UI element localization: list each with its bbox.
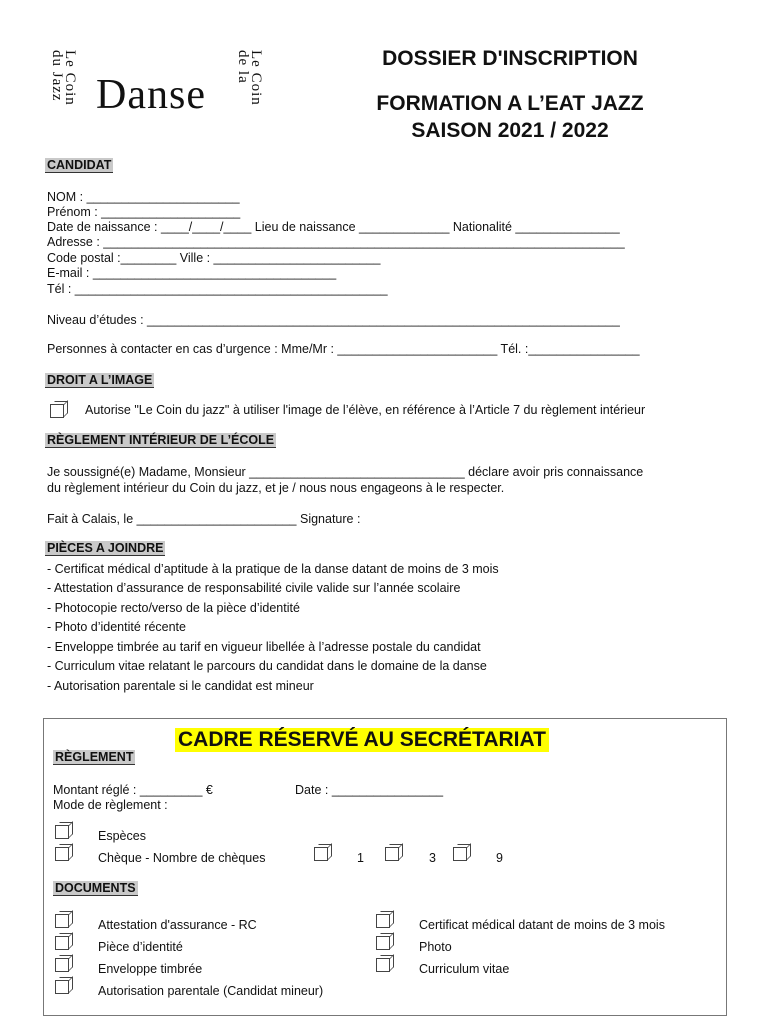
logo-text-right: Le Coin de la (235, 50, 264, 106)
field-fait-signature[interactable]: Fait à Calais, le _______________________ Signature : (47, 512, 361, 526)
especes-label: Espèces (98, 829, 146, 843)
cheque-count-3: 3 (429, 851, 436, 865)
piece-item: - Enveloppe timbrée au tarif en vigueur libellée à l’adresse postale du candidat (47, 640, 481, 654)
checkbox-doc-cv[interactable] (376, 958, 390, 972)
checkbox-cheque-3[interactable] (385, 847, 399, 861)
field-prenom[interactable]: Prénom : ____________________ (47, 205, 241, 219)
secretariat-title: CADRE RÉSERVÉ AU SECRÉTARIAT (175, 728, 549, 752)
piece-item: - Photo d’identité récente (47, 620, 186, 634)
checkbox-doc-identite[interactable] (55, 936, 69, 950)
field-date[interactable]: Date : ________________ (295, 783, 444, 797)
field-naissance[interactable]: Date de naissance : ____/____/____ Lieu de naissance _____________ Nationalité _______________ (47, 220, 620, 234)
reglement-line1: Je soussigné(e) Madame, Monsieur _______________________________ déclare avoir pris connaissance (47, 465, 644, 479)
section-droit-image: DROIT A L’IMAGE (47, 373, 153, 387)
checkbox-cheque-1[interactable] (314, 847, 328, 861)
checkbox-cheque-9[interactable] (453, 847, 467, 861)
field-nom[interactable]: NOM : ______________________ (47, 190, 240, 204)
section-candidat: CANDIDAT (47, 158, 112, 172)
doc-label: Attestation d'assurance - RC (98, 918, 257, 932)
piece-item: - Attestation d’assurance de responsabilité civile valide sur l’année scolaire (47, 581, 461, 595)
doc-label: Enveloppe timbrée (98, 962, 203, 976)
cheque-count-1: 1 (357, 851, 364, 865)
checkbox-doc-certificat[interactable] (376, 914, 390, 928)
checkbox-droit-image[interactable] (50, 404, 64, 418)
section-documents: DOCUMENTS (55, 881, 136, 895)
piece-item: - Certificat médical d’aptitude à la pratique de la danse datant de moins de 3 mois (47, 562, 499, 576)
field-email[interactable]: E-mail : ___________________________________ (47, 266, 337, 280)
cheque-label: Chèque - Nombre de chèques (98, 851, 266, 865)
checkbox-especes[interactable] (55, 825, 69, 839)
checkbox-doc-photo[interactable] (376, 936, 390, 950)
reglement-line2: du règlement intérieur du Coin du jazz, et je / nous nous engageons à le respecter. (47, 481, 505, 495)
doc-label: Certificat médical datant de moins de 3 mois (419, 918, 665, 932)
mode-reglement-label: Mode de règlement : (53, 798, 168, 812)
piece-item: - Autorisation parentale si le candidat est mineur (47, 679, 314, 693)
checkbox-doc-assurance[interactable] (55, 914, 69, 928)
section-reglement-interieur: RÈGLEMENT INTÉRIEUR DE L’ÉCOLE (47, 433, 275, 447)
piece-item: - Photocopie recto/verso de la pièce d’identité (47, 601, 300, 615)
droit-image-text: Autorise "Le Coin du jazz" à utiliser l'image de l’élève, en référence à l’Article 7 du règlement intérieur (85, 403, 646, 417)
section-reglement: RÈGLEMENT (55, 750, 134, 764)
field-urgence[interactable]: Personnes à contacter en cas d’urgence : Mme/Mr : _______________________ Tél. :________________ (47, 342, 640, 356)
doc-label: Pièce d’identité (98, 940, 183, 954)
field-tel[interactable]: Tél : _____________________________________________ (47, 282, 388, 296)
field-adresse[interactable]: Adresse : ___________________________________________________________________________ (47, 235, 625, 249)
section-pieces: PIÈCES A JOINDRE (47, 541, 164, 555)
piece-item: - Curriculum vitae relatant le parcours du candidat dans le domaine de la danse (47, 659, 487, 673)
checkbox-doc-enveloppe[interactable] (55, 958, 69, 972)
checkbox-cheque[interactable] (55, 847, 69, 861)
doc-subtitle: FORMATION A L’EAT JAZZ (376, 92, 644, 115)
field-niveau[interactable]: Niveau d’études : ____________________________________________________________________ (47, 313, 620, 327)
doc-title: DOSSIER D'INSCRIPTION (382, 47, 638, 70)
cheque-count-9: 9 (496, 851, 503, 865)
logo-main-text: Danse (96, 72, 206, 118)
doc-label: Photo (419, 940, 452, 954)
doc-label: Curriculum vitae (419, 962, 510, 976)
logo-text-left: Le Coin du Jazz (49, 50, 78, 106)
field-montant[interactable]: Montant réglé : _________ € (53, 783, 213, 797)
season: SAISON 2021 / 2022 (411, 119, 609, 142)
checkbox-doc-autorisation[interactable] (55, 980, 69, 994)
doc-label: Autorisation parentale (Candidat mineur) (98, 984, 324, 998)
field-code-postal[interactable]: Code postal :________ Ville : ________________________ (47, 251, 381, 265)
